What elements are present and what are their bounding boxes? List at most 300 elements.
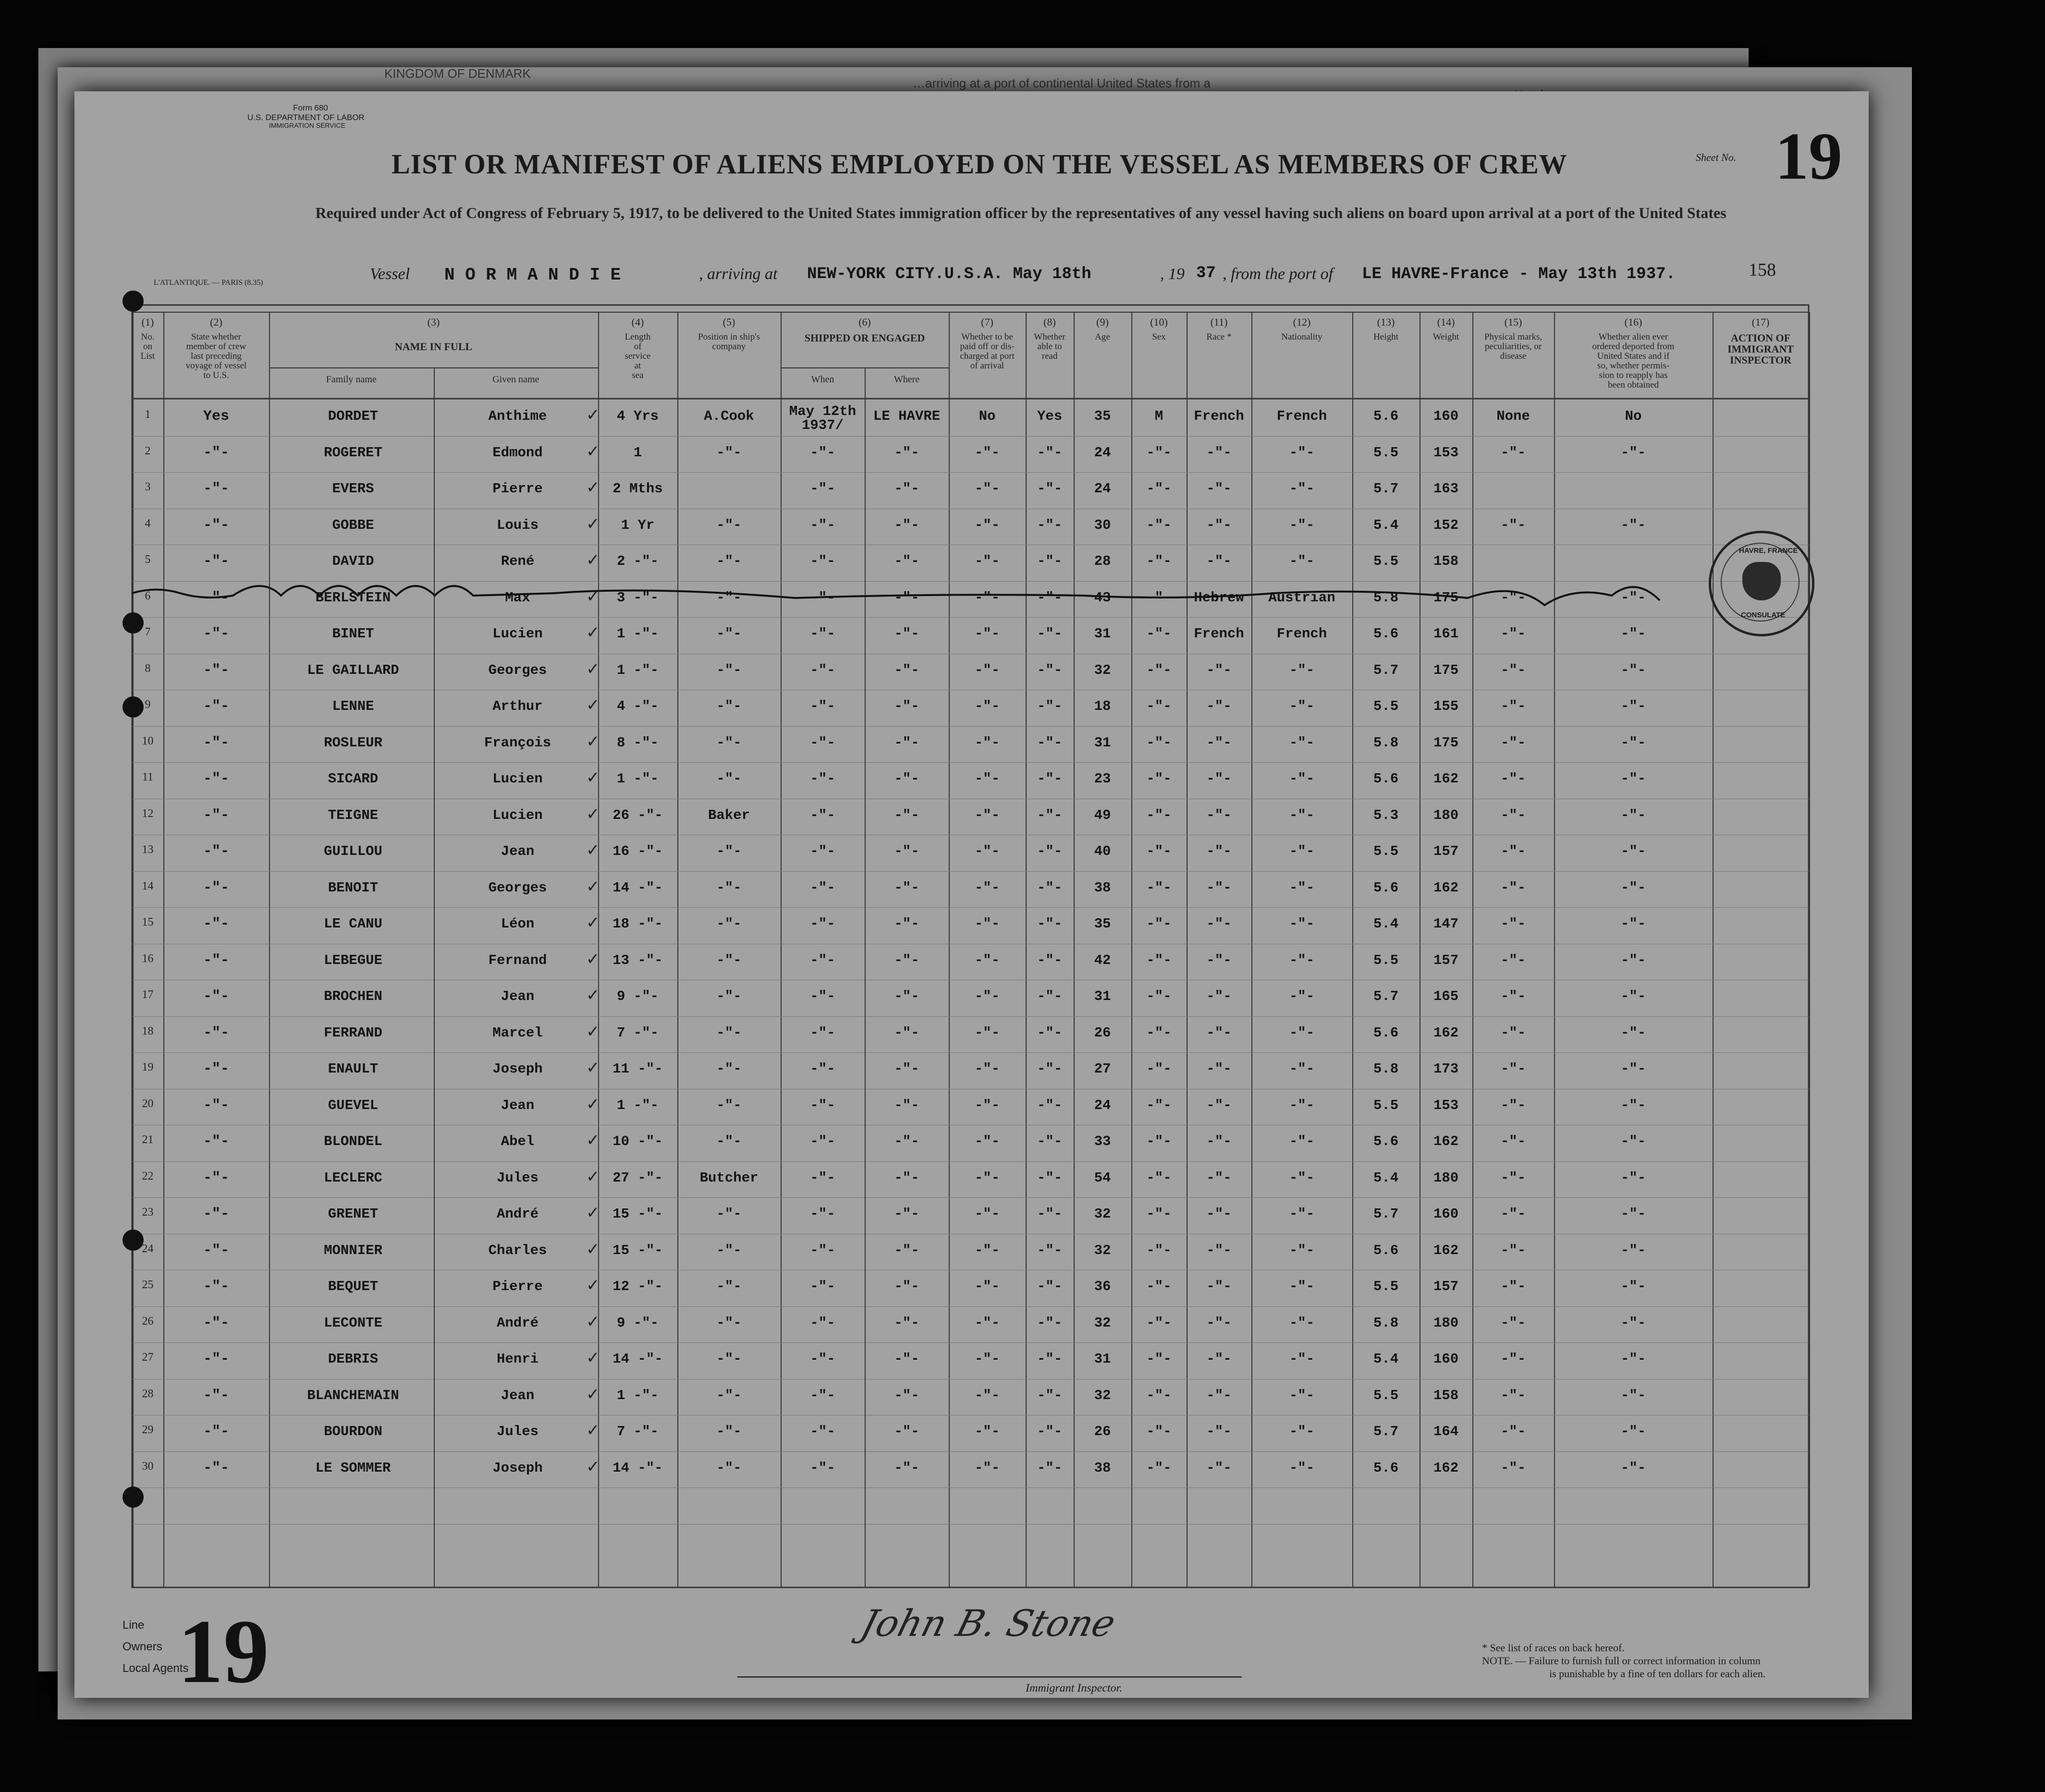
cell-family: BOURDON — [324, 1424, 382, 1439]
cell-paid: -"- — [974, 626, 1000, 642]
cell-when: -"- — [810, 1024, 835, 1041]
cell-svc: 1 -"- — [616, 1097, 659, 1113]
cell-read: Yes — [1037, 408, 1063, 424]
cell-read: -"- — [1037, 1097, 1063, 1113]
cell-paid: -"- — [974, 1351, 1000, 1367]
cell-where: -"- — [894, 807, 919, 823]
checkmark-icon: ✓ — [586, 1277, 600, 1294]
cell-no: 14 — [142, 879, 154, 892]
cell-no: 22 — [142, 1170, 154, 1182]
cell-nat: -"- — [1289, 952, 1315, 968]
cell-race: -"- — [1206, 988, 1232, 1004]
column-rule — [1713, 312, 1714, 1587]
cell-given: Max — [505, 589, 530, 606]
cell-paid: -"- — [974, 916, 1000, 932]
column-header: No. on List — [140, 332, 155, 361]
cell-prev: -"- — [203, 481, 229, 497]
cell-race: -"- — [1206, 1387, 1232, 1403]
cell-when: -"- — [810, 1387, 835, 1403]
cell-no: 17 — [142, 988, 154, 1001]
cell-height: 5.6 — [1373, 408, 1399, 424]
cell-where: -"- — [894, 1170, 919, 1186]
cell-given: Jean — [501, 1387, 535, 1403]
binder-hole — [122, 612, 144, 634]
cell-no: 3 — [145, 481, 151, 493]
cell-sex: -"- — [1146, 988, 1172, 1004]
cell-sex: -"- — [1146, 952, 1172, 968]
cell-weight: 180 — [1433, 1170, 1459, 1186]
cell-race: -"- — [1206, 517, 1232, 533]
cell-pos: -"- — [716, 734, 742, 751]
checkmark-icon: ✓ — [586, 769, 600, 787]
cell-family: LE SOMMER — [315, 1460, 391, 1476]
cell-given: Abel — [501, 1134, 535, 1149]
cell-where: -"- — [894, 734, 919, 751]
row-rule — [132, 1451, 1809, 1452]
cell-age: 32 — [1094, 1242, 1111, 1258]
cell-nat: French — [1276, 408, 1327, 424]
cell-sex: -"- — [1146, 916, 1172, 932]
cell-pos: -"- — [716, 1061, 742, 1077]
cell-prev: -"- — [203, 1242, 229, 1259]
cell-pos: -"- — [716, 1024, 742, 1041]
cell-family: ROSLEUR — [324, 734, 382, 751]
cell-marks: -"- — [1500, 1134, 1526, 1149]
checkmark-icon: ✓ — [586, 479, 600, 497]
cell-weight: 162 — [1433, 1024, 1459, 1041]
cell-nat: -"- — [1289, 988, 1315, 1004]
owners-label: Owners — [122, 1640, 162, 1653]
cell-paid: -"- — [974, 1315, 1000, 1331]
service: IMMIGRATION SERVICE — [269, 122, 345, 129]
cell-weight: 160 — [1433, 1206, 1459, 1222]
cell-paid: -"- — [974, 1170, 1000, 1186]
cell-family: DORDET — [328, 408, 379, 424]
cell-where: -"- — [894, 517, 919, 533]
cell-where: -"- — [894, 771, 919, 787]
line-label: Line — [122, 1619, 145, 1632]
cell-where: -"- — [894, 553, 919, 569]
cell-sex: -"- — [1146, 843, 1172, 859]
cell-pos: -"- — [716, 1424, 742, 1439]
cell-no: 4 — [145, 517, 151, 530]
column-number: (14) — [1437, 316, 1455, 328]
cell-svc: 26 -"- — [612, 807, 663, 823]
cell-where: -"- — [894, 1242, 919, 1258]
cell-deported: -"- — [1620, 807, 1646, 823]
column-number: (9) — [1096, 316, 1109, 328]
cell-marks: -"- — [1500, 1061, 1526, 1077]
column-header: Position in ship's company — [698, 332, 760, 352]
cell-age: 38 — [1094, 1460, 1111, 1476]
cell-weight: 152 — [1433, 517, 1459, 533]
cell-svc: 1 -"- — [616, 662, 659, 678]
cell-prev: -"- — [203, 1206, 229, 1222]
cell-family: GOBBE — [332, 517, 374, 533]
cell-given: Jean — [501, 988, 535, 1004]
cell-sex: -"- — [1146, 807, 1172, 823]
cell-paid: -"- — [974, 517, 1000, 533]
cell-weight: 175 — [1433, 734, 1459, 751]
cell-svc: 1 -"- — [616, 626, 659, 642]
cell-pos: -"- — [716, 444, 742, 461]
cell-race: -"- — [1206, 771, 1232, 787]
cell-paid: -"- — [974, 1279, 1000, 1294]
row-rule — [132, 1487, 1809, 1488]
column-number: (10) — [1150, 316, 1168, 328]
cell-age: 32 — [1094, 662, 1111, 678]
cell-sex: -"- — [1146, 879, 1172, 896]
cell-deported: -"- — [1620, 879, 1646, 896]
column-number: (17) — [1751, 316, 1770, 328]
binder-hole — [122, 1230, 144, 1251]
cell-when: -"- — [810, 626, 835, 642]
cell-marks: -"- — [1500, 1424, 1526, 1439]
cell-svc: 15 -"- — [612, 1242, 663, 1258]
cell-pos: -"- — [716, 1206, 742, 1222]
cell-no: 19 — [142, 1061, 154, 1073]
cell-read: -"- — [1037, 481, 1063, 497]
cell-where: -"- — [894, 589, 919, 606]
cell-family: BLONDEL — [324, 1134, 382, 1149]
agents-label: Local Agents — [122, 1662, 189, 1675]
cell-nat: -"- — [1289, 916, 1315, 932]
cell-svc: 13 -"- — [612, 952, 663, 968]
checkmark-icon: ✓ — [586, 696, 600, 714]
cell-weight: 164 — [1433, 1424, 1459, 1439]
cell-svc: 2 -"- — [616, 553, 659, 569]
cell-paid: -"- — [974, 1134, 1000, 1149]
cell-given: Henri — [496, 1351, 539, 1367]
cell-age: 32 — [1094, 1387, 1111, 1403]
department: U.S. DEPARTMENT OF LABOR — [247, 113, 365, 122]
cell-pos: -"- — [716, 952, 742, 968]
cell-height: 5.6 — [1373, 626, 1399, 642]
checkmark-icon: ✓ — [586, 1204, 600, 1222]
cell-read: -"- — [1037, 589, 1063, 606]
cell-marks: None — [1496, 408, 1530, 424]
cell-paid: -"- — [974, 1387, 1000, 1403]
cell-no: 29 — [142, 1424, 154, 1436]
cell-where: -"- — [894, 843, 919, 859]
signature-line — [737, 1676, 1242, 1678]
cell-no: 10 — [142, 734, 154, 747]
column-header: Whether to be paid off or dis- charged at port of arrival — [960, 332, 1015, 371]
cell-family: LE GAILLARD — [307, 662, 399, 678]
row-rule — [132, 1052, 1809, 1053]
cell-where: -"- — [894, 1061, 919, 1077]
cell-nat: -"- — [1289, 734, 1315, 751]
cell-no: 7 — [145, 626, 151, 638]
cell-given: Louis — [496, 517, 539, 533]
cell-svc: 10 -"- — [612, 1134, 663, 1149]
column-number: (7) — [981, 316, 993, 328]
cell-race: -"- — [1206, 553, 1232, 569]
cell-where: -"- — [894, 1387, 919, 1403]
cell-when: -"- — [810, 952, 835, 968]
cell-given: Lucien — [492, 626, 543, 642]
cell-read: -"- — [1037, 553, 1063, 569]
row-rule — [132, 1016, 1809, 1017]
cell-marks: -"- — [1500, 734, 1526, 751]
cell-no: 6 — [145, 589, 151, 602]
cell-marks: -"- — [1500, 444, 1526, 461]
checkmark-icon: ✓ — [586, 1385, 600, 1403]
cell-race: -"- — [1206, 1097, 1232, 1113]
cell-deported: -"- — [1620, 843, 1646, 859]
cell-read: -"- — [1037, 1279, 1063, 1294]
cell-read: -"- — [1037, 1024, 1063, 1041]
cell-where: -"- — [894, 1315, 919, 1331]
checkmark-icon: ✓ — [586, 406, 600, 424]
cell-age: 24 — [1094, 481, 1111, 497]
cell-deported: -"- — [1620, 1460, 1646, 1476]
cell-pos: -"- — [716, 517, 742, 533]
cell-deported: -"- — [1620, 952, 1646, 968]
cell-sex: -"- — [1146, 1242, 1172, 1258]
cell-sex: -"- — [1146, 1024, 1172, 1041]
checkmark-icon: ✓ — [586, 587, 600, 606]
cell-when: -"- — [810, 1460, 835, 1476]
cell-sex: -"- — [1146, 1460, 1172, 1476]
cell-height: 5.4 — [1373, 1351, 1399, 1367]
cell-marks: -"- — [1500, 988, 1526, 1004]
cell-when: -"- — [810, 807, 835, 823]
page-number: 158 — [1749, 260, 1776, 280]
checkmark-icon: ✓ — [586, 442, 600, 461]
cell-nat: -"- — [1289, 1242, 1315, 1258]
cell-deported: -"- — [1620, 444, 1646, 461]
cell-where: -"- — [894, 1024, 919, 1041]
cell-svc: 15 -"- — [612, 1206, 663, 1222]
cell-when: -"- — [810, 1097, 835, 1113]
cell-given: Léon — [501, 916, 535, 932]
cell-weight: 158 — [1433, 553, 1459, 569]
cell-height: 5.8 — [1373, 1061, 1399, 1077]
cell-family: GUILLOU — [324, 843, 382, 859]
cell-marks: -"- — [1500, 662, 1526, 678]
row-rule — [132, 1342, 1809, 1343]
cell-family: LENNE — [332, 698, 374, 714]
row-rule — [132, 436, 1809, 437]
cell-race: -"- — [1206, 807, 1232, 823]
cell-no: 1 — [145, 408, 151, 421]
cell-deported: -"- — [1620, 988, 1646, 1004]
cell-where: -"- — [894, 698, 919, 714]
cell-nat: -"- — [1289, 1170, 1315, 1186]
cell-given: Joseph — [492, 1061, 543, 1077]
cell-age: 31 — [1094, 1351, 1111, 1367]
cell-given: Georges — [488, 879, 547, 896]
cell-sex: -"- — [1146, 734, 1172, 751]
cell-prev: -"- — [203, 698, 229, 715]
cell-marks: -"- — [1500, 698, 1526, 714]
cell-given: René — [501, 553, 535, 569]
cell-deported: -"- — [1620, 1134, 1646, 1149]
cell-age: 49 — [1094, 807, 1111, 823]
checkmark-icon: ✓ — [586, 1132, 600, 1149]
cell-pos: -"- — [716, 1351, 742, 1367]
cell-weight: 163 — [1433, 481, 1459, 497]
cell-prev: -"- — [203, 662, 229, 679]
cell-race: -"- — [1206, 662, 1232, 678]
cell-race: -"- — [1206, 1061, 1232, 1077]
cell-age: 35 — [1094, 916, 1111, 932]
cell-no: 28 — [142, 1387, 154, 1400]
cell-sex: -"- — [1146, 1134, 1172, 1149]
cell-pos: -"- — [716, 698, 742, 714]
sheet-label: Sheet No. — [1696, 151, 1737, 163]
big-sheet-number: 19 — [178, 1601, 269, 1702]
cell-marks: -"- — [1500, 807, 1526, 823]
cell-given: Marcel — [492, 1024, 543, 1041]
cell-where: -"- — [894, 1206, 919, 1222]
cell-given: François — [484, 734, 551, 751]
cell-prev: -"- — [203, 952, 229, 969]
cell-where: -"- — [894, 1424, 919, 1439]
cell-prev: -"- — [203, 1279, 229, 1295]
cell-age: 31 — [1094, 734, 1111, 751]
cell-weight: 160 — [1433, 408, 1459, 424]
row-rule — [132, 726, 1809, 727]
cell-paid: -"- — [974, 1242, 1000, 1258]
cell-pos: -"- — [716, 843, 742, 859]
cell-sex: -"- — [1146, 553, 1172, 569]
cell-svc: 7 -"- — [616, 1024, 659, 1041]
cell-height: 5.5 — [1373, 444, 1399, 461]
cell-height: 5.5 — [1373, 952, 1399, 968]
cell-race: French — [1194, 408, 1244, 424]
cell-marks: -"- — [1500, 879, 1526, 896]
cell-height: 5.7 — [1373, 1206, 1399, 1222]
vessel-name: N O R M A N D I E — [444, 265, 621, 285]
column-number: (1) — [141, 316, 154, 328]
checkmark-icon: ✓ — [586, 1023, 600, 1041]
cell-svc: 1 -"- — [616, 771, 659, 787]
cell-age: 26 — [1094, 1424, 1111, 1439]
cell-race: -"- — [1206, 1242, 1232, 1258]
column-number: (2) — [210, 316, 222, 328]
cell-paid: -"- — [974, 553, 1000, 569]
cell-deported: -"- — [1620, 1315, 1646, 1331]
cell-when: -"- — [810, 1279, 835, 1294]
cell-prev: -"- — [203, 879, 229, 896]
back-sheet-text: …arriving at a port of continental United States from a — [913, 76, 1211, 90]
cell-family: BERLSTEIN — [315, 589, 391, 606]
column-number: (4) — [631, 316, 644, 328]
cell-no: 23 — [142, 1206, 154, 1219]
column-subheader: When — [811, 374, 834, 385]
cell-svc: 9 -"- — [616, 988, 659, 1004]
cell-prev: -"- — [203, 1134, 229, 1150]
cell-family: GRENET — [328, 1206, 379, 1222]
cell-prev: -"- — [203, 1424, 229, 1440]
binder-hole — [122, 1487, 144, 1508]
cell-nat: -"- — [1289, 879, 1315, 896]
cell-svc: 1 -"- — [616, 1387, 659, 1403]
row-rule — [132, 1197, 1809, 1198]
cell-read: -"- — [1037, 807, 1063, 823]
cell-sex: -"- — [1146, 1061, 1172, 1077]
manifest-page — [74, 91, 1869, 1702]
cell-prev: -"- — [203, 771, 229, 787]
cell-svc: 11 -"- — [612, 1061, 663, 1077]
cell-prev: -"- — [203, 444, 229, 461]
cell-prev: -"- — [203, 589, 229, 606]
cell-family: LE CANU — [324, 916, 382, 932]
cell-family: DAVID — [332, 553, 374, 569]
subcolumn-rule — [434, 367, 435, 1587]
cell-age: 32 — [1094, 1206, 1111, 1222]
binder-hole — [122, 291, 144, 312]
cell-read: -"- — [1037, 1315, 1063, 1331]
cell-sex: M — [1154, 408, 1163, 424]
cell-when: -"- — [810, 1170, 835, 1186]
cell-no: 21 — [142, 1134, 154, 1146]
cell-svc: 7 -"- — [616, 1424, 659, 1439]
from-label: , from the port of — [1223, 265, 1334, 283]
cell-paid: No — [979, 408, 996, 424]
row-rule — [132, 472, 1809, 473]
cell-age: 35 — [1094, 408, 1111, 424]
cell-paid: -"- — [974, 698, 1000, 714]
checkmark-icon: ✓ — [586, 1240, 600, 1258]
cell-weight: 165 — [1433, 988, 1459, 1004]
cell-marks: -"- — [1500, 1242, 1526, 1258]
cell-race: -"- — [1206, 1024, 1232, 1041]
cell-family: TEIGNE — [328, 807, 379, 823]
cell-marks: -"- — [1500, 517, 1526, 533]
cell-read: -"- — [1037, 1351, 1063, 1367]
cell-where: -"- — [894, 481, 919, 497]
cell-race: Hebrew — [1194, 589, 1244, 606]
cell-paid: -"- — [974, 843, 1000, 859]
checkmark-icon: ✓ — [586, 1422, 600, 1439]
cell-height: 5.3 — [1373, 807, 1399, 823]
cell-read: -"- — [1037, 879, 1063, 896]
cell-prev: Yes — [203, 408, 229, 425]
cell-race: -"- — [1206, 843, 1232, 859]
cell-where: LE HAVRE — [873, 408, 941, 424]
cell-height: 5.7 — [1373, 662, 1399, 678]
cell-svc: 4 -"- — [616, 698, 659, 714]
cell-read: -"- — [1037, 843, 1063, 859]
cell-race: -"- — [1206, 879, 1232, 896]
footnote: NOTE. — Failure to furnish full or correct information in column — [1482, 1655, 1761, 1667]
cell-where: -"- — [894, 444, 919, 461]
cell-family: DEBRIS — [328, 1351, 379, 1367]
cell-family: BINET — [332, 626, 374, 642]
cell-deported: -"- — [1620, 1242, 1646, 1258]
cell-when: -"- — [810, 988, 835, 1004]
cell-marks: -"- — [1500, 916, 1526, 932]
cell-weight: 158 — [1433, 1387, 1459, 1403]
cell-where: -"- — [894, 626, 919, 642]
cell-read: -"- — [1037, 988, 1063, 1004]
cell-read: -"- — [1037, 1387, 1063, 1403]
cell-prev: -"- — [203, 1351, 229, 1367]
cell-when: -"- — [810, 1424, 835, 1439]
cell-paid: -"- — [974, 807, 1000, 823]
cell-where: -"- — [894, 916, 919, 932]
cell-family: SICARD — [328, 771, 379, 787]
cell-svc: 16 -"- — [612, 843, 663, 859]
cell-weight: 155 — [1433, 698, 1459, 714]
cell-no: 16 — [142, 952, 154, 965]
cell-read: -"- — [1037, 1170, 1063, 1186]
cell-height: 5.6 — [1373, 1460, 1399, 1476]
column-subheader: Family name — [326, 374, 377, 385]
